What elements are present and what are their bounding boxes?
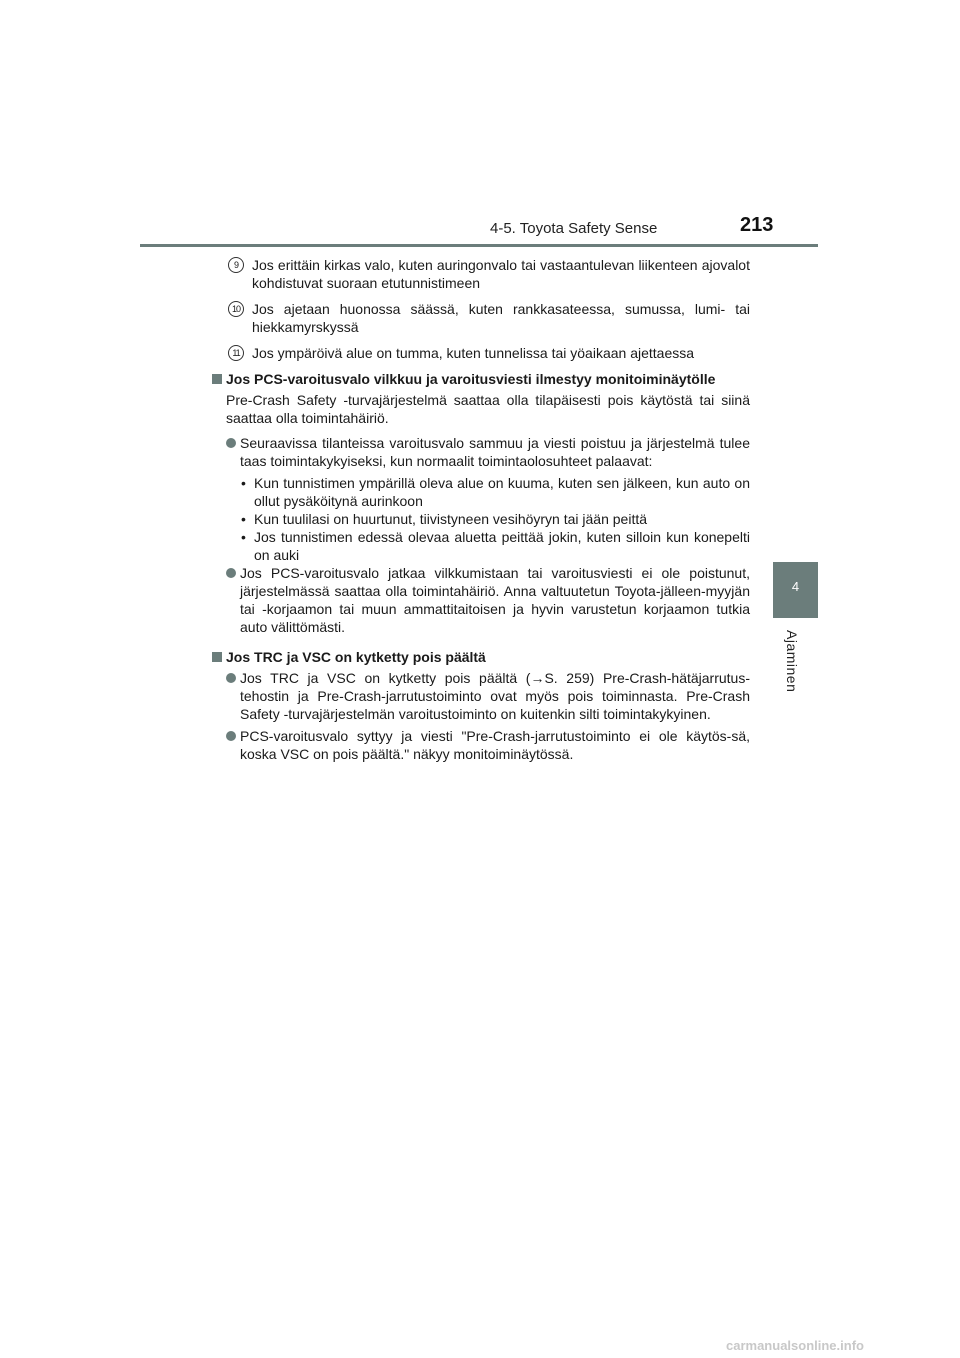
- square-bullet-icon: [212, 374, 222, 384]
- page-number: 213: [740, 214, 774, 236]
- sub-bullet-item: [210, 528, 750, 564]
- item-number: 9: [228, 257, 244, 273]
- dot-bullet-icon: •: [241, 511, 246, 527]
- sub-bullet-text: Kun tuulilasi on huurtunut, tiivistyneen vesihöyryn tai jään peittä: [254, 511, 648, 527]
- item-text: Jos erittäin kirkas valo, kuten auringonvalo tai vastaantulevan liikenteen ajovalot kohdistuvat suoraan etutunnistimeen: [252, 257, 750, 291]
- numbered-item: [210, 300, 750, 336]
- heading-text: Jos PCS-varoitusvalo vilkkuu ja varoitusviesti ilmestyy monitoiminäytölle: [226, 371, 716, 387]
- paragraph: Pre-Crash Safety -turvajärjestelmä saattaa olla tilapäisesti pois käytöstä tai siinä saattaa olla toimintahäiriö.: [226, 392, 750, 426]
- section-heading: [210, 370, 750, 388]
- chapter-number: 4: [791, 579, 800, 594]
- bullet-text: Jos TRC ja VSC on kytketty pois päältä (→S. 259) Pre-Crash-hätäjarrutus-tehostin ja Pre-Crash-jarrutustoiminto ovat myös pois toiminnasta. Pre-Crash Safety -turvajärjestelmän varoitustoiminto on kuitenkin silti toimintakykyinen.: [240, 670, 750, 722]
- page-content: [210, 256, 750, 767]
- item-number: 11: [228, 345, 244, 361]
- numbered-item: [210, 344, 750, 362]
- heading-text: Jos TRC ja VSC on kytketty pois päältä: [226, 649, 486, 665]
- circle-bullet-icon: [226, 731, 236, 741]
- header-divider: [140, 244, 818, 247]
- item-text: Jos ympäröivä alue on tumma, kuten tunnelissa tai yöaikaan ajettaessa: [252, 345, 695, 361]
- sub-bullet-text: Kun tunnistimen ympärillä oleva alue on kuuma, kuten sen jälkeen, kun auto on ollut pysäköitynä aurinkoon: [254, 475, 750, 509]
- circle-bullet-icon: [226, 568, 236, 578]
- bullet-item: [210, 434, 750, 470]
- item-number: 10: [228, 301, 244, 317]
- sub-bullet-item: [210, 510, 750, 528]
- sub-bullet-item: [210, 474, 750, 510]
- square-bullet-icon: [212, 652, 222, 662]
- dot-bullet-icon: •: [241, 475, 246, 491]
- bullet-item: [210, 727, 750, 763]
- sub-bullet-text: Jos tunnistimen edessä olevaa aluetta peittää jokin, kuten silloin kun konepelti on auki: [254, 529, 750, 563]
- chapter-tab: [773, 562, 818, 618]
- circle-bullet-icon: [226, 673, 236, 683]
- section-title: 4-5. Toyota Safety Sense: [490, 220, 658, 237]
- bullet-text: PCS-varoitusvalo syttyy ja viesti "Pre-Crash-jarrutustoiminto ei ole käytös-sä, koska VSC on pois päältä." näkyy monitoiminäytössä.: [240, 728, 750, 762]
- bullet-item: [210, 564, 750, 636]
- bullet-item: [210, 669, 750, 723]
- circle-bullet-icon: [226, 438, 236, 448]
- chapter-label: Ajaminen: [784, 630, 800, 693]
- watermark: carmanualsonline.info: [726, 1338, 864, 1353]
- section-heading: [210, 648, 750, 666]
- bullet-text: Jos PCS-varoitusvalo jatkaa vilkkumistaan tai varoitusviesti ei ole poistunut, järjestelmässä saattaa olla toimintahäiriö. Anna valtuutetun Toyota-jälleen-myyjän tai -korjaamon tai muun ammattitaitoisen ja hyvin varustetun korjaamon tutkia auto välittömästi.: [240, 565, 750, 635]
- bullet-text: Seuraavissa tilanteissa varoitusvalo sammuu ja viesti poistuu ja järjestelmä tulee taas toimintakykyiseksi, kun normaalit toimintaolosuhteet palaavat:: [240, 435, 750, 469]
- item-text: Jos ajetaan huonossa säässä, kuten rankkasateessa, sumussa, lumi- tai hiekkamyrskyssä: [252, 301, 750, 335]
- numbered-item: [210, 256, 750, 292]
- dot-bullet-icon: •: [241, 529, 246, 545]
